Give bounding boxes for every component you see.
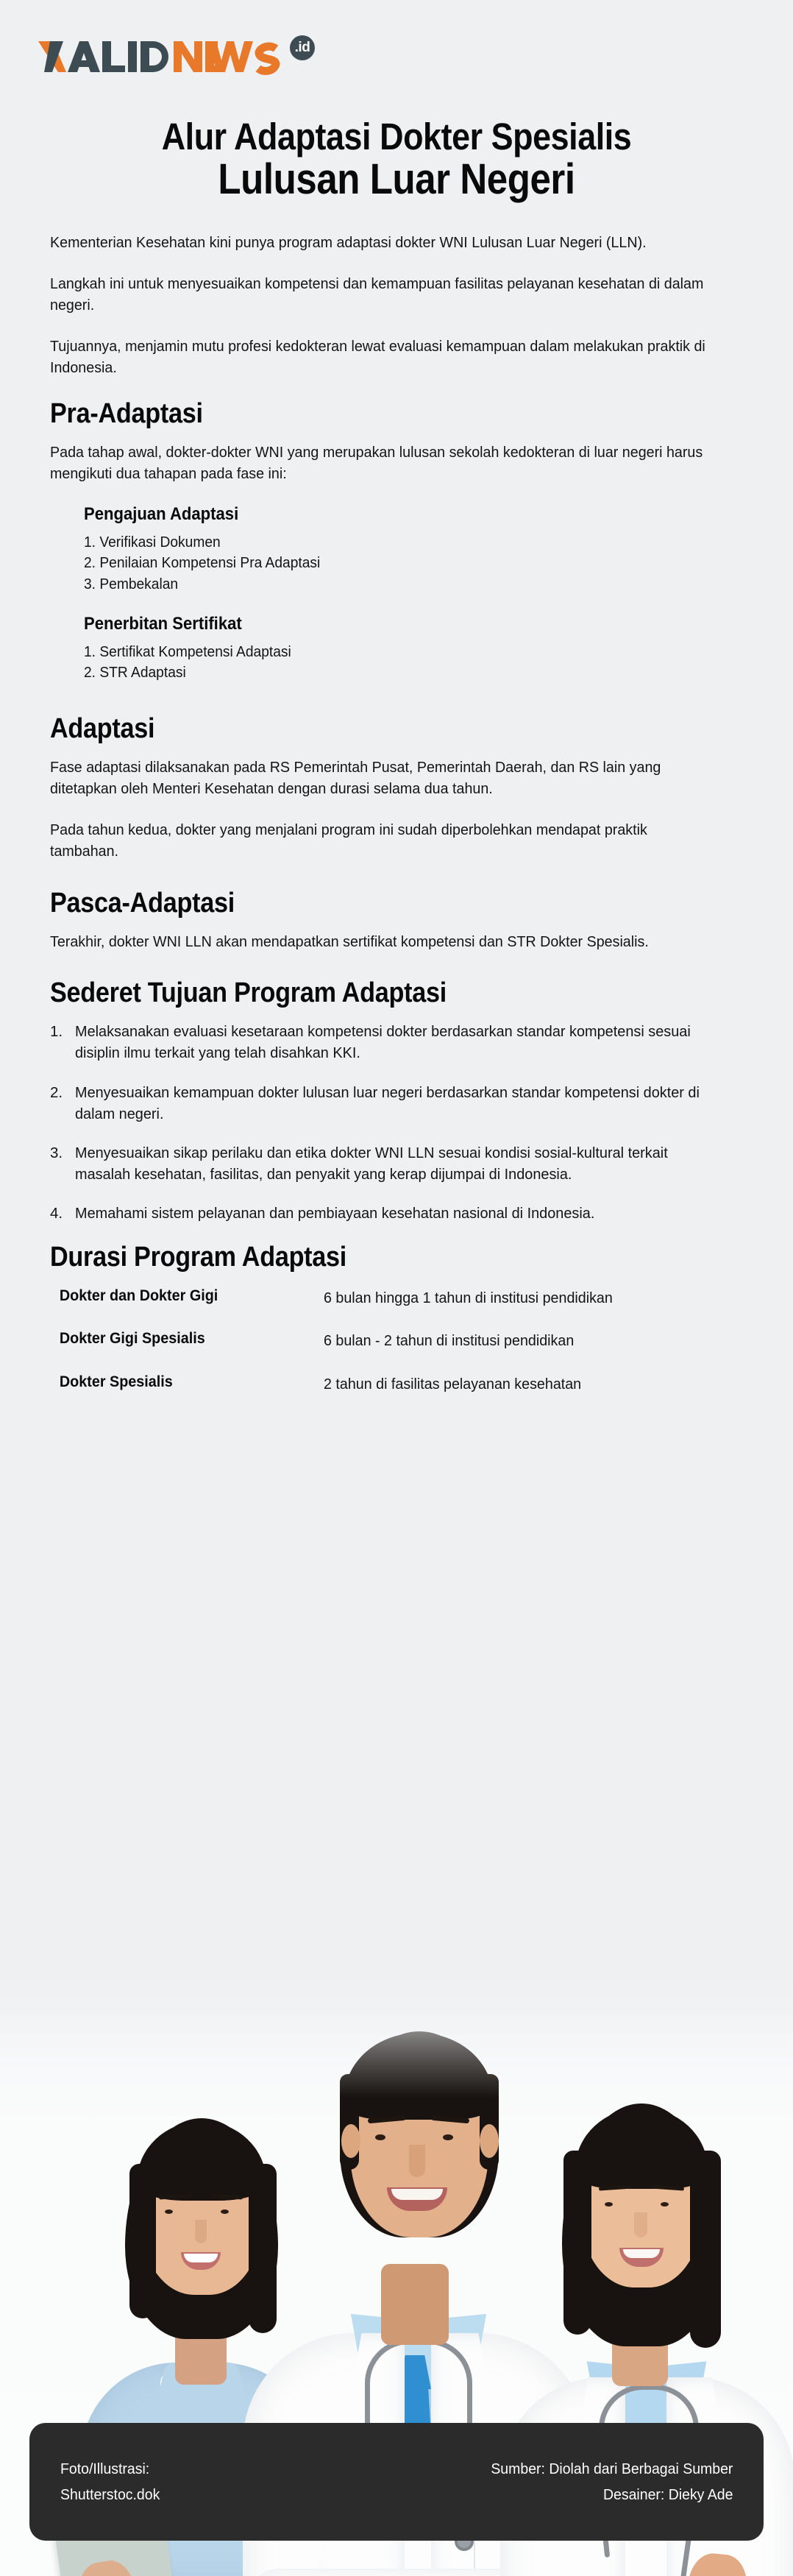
photo-top-fade [0, 1936, 793, 2098]
table-cell-label: Dokter Gigi Spesialis [59, 1329, 205, 1348]
list-item: 3. Pembekalan [84, 576, 179, 592]
section-heading-durasi: Durasi Program Adaptasi [50, 1242, 347, 1273]
footer-credits-bar [29, 2423, 764, 2541]
section-heading-tujuan: Sederet Tujuan Program Adaptasi [50, 977, 447, 1009]
table-cell-label: Dokter Spesialis [59, 1372, 173, 1390]
table-cell-value: 6 bulan - 2 tahun di institusi pendidikan [324, 1332, 575, 1350]
table-cell-value: 2 tahun di fasilitas pelayanan kesehatan [324, 1375, 582, 1393]
tujuan-list [50, 1021, 743, 1224]
page-title-line2: Lulusan Luar Negeri [218, 155, 575, 204]
list-item [50, 1021, 743, 1064]
list-item-number: 2. [50, 1083, 63, 1101]
subheading-penerbitan-sertifikat: Penerbitan Sertifikat [84, 613, 242, 634]
list-item: 1. Sertifikat Kompetensi Adaptasi [84, 643, 291, 660]
durasi-table [50, 1287, 743, 1395]
list-item-number: 4. [50, 1204, 63, 1222]
penerbitan-sertifikat-list [84, 642, 743, 684]
footer-source: Sumber: Diolah dari Berbagai Sumber [490, 2460, 733, 2477]
adaptasi-paragraph-2: Pada tahun kedua, dokter yang menjalani program ini sudah diperbolehkan mendapat praktik tambahan. [50, 821, 647, 860]
list-item: 2. STR Adaptasi [84, 665, 186, 682]
table-cell-label: Dokter dan Dokter Gigi [59, 1287, 218, 1305]
pengajuan-adaptasi-list [84, 532, 743, 595]
footer-credit-value: Shutterstoc.dok [60, 2486, 160, 2503]
intro-paragraph-1: Kementerian Kesehatan kini punya program adaptasi dokter WNI Lulusan Luar Negeri (LLN). [50, 234, 647, 252]
list-item [50, 1142, 743, 1185]
body-column [0, 232, 793, 1395]
intro-paragraph-3: Tujuannya, menjamin mutu profesi kedokteran lewat evaluasi kemampuan dalam melakukan praktik di Indonesia. [50, 337, 705, 377]
table-row [50, 1373, 743, 1395]
section-heading-pasca-adaptasi: Pasca-Adaptasi [50, 887, 235, 919]
section-heading-adaptasi: Adaptasi [50, 712, 155, 744]
table-cell-value: 6 bulan hingga 1 tahun di institusi pendidikan [324, 1289, 613, 1307]
list-item-text: Memahami sistem pelayanan dan pembiayaan kesehatan nasional di Indonesia. [75, 1204, 595, 1222]
list-item [50, 1082, 743, 1125]
footer-photo-credit [60, 2456, 165, 2508]
list-item [50, 1203, 743, 1224]
pra-adaptasi-group-penerbitan [84, 614, 743, 684]
pra-adaptasi-group-pengajuan [84, 504, 743, 595]
page-title [0, 116, 793, 204]
table-row [50, 1287, 743, 1309]
page-title-line1: Alur Adaptasi Dokter Spesialis [161, 116, 632, 158]
adaptasi-paragraph-1: Fase adaptasi dilaksanakan pada RS Pemerintah Pusat, Pemerintah Daerah, dan RS lain yang ditetapkan oleh Menteri Kesehatan dengan durasi selama dua tahun. [50, 758, 661, 798]
section-heading-pra-adaptasi: Pra-Adaptasi [50, 397, 203, 429]
footer-credit-label: Foto/Illustrasi: [60, 2460, 150, 2477]
pra-adaptasi-intro: Pada tahap awal, dokter-dokter WNI yang merupakan lulusan sekolah kedokteran di luar negeri harus mengikuti dua tahapan pada fase ini: [50, 443, 703, 483]
list-item: 2. Penilaian Kompetensi Pra Adaptasi [84, 555, 321, 572]
list-item-text: Melaksanakan evaluasi kesetaraan kompetensi dokter berdasarkan standar kompetensi sesuai disiplin ilmu terkait yang telah disahkan KKI. [75, 1023, 691, 1062]
subheading-pengajuan-adaptasi: Pengajuan Adaptasi [84, 503, 239, 524]
pasca-adaptasi-paragraph-1: Terakhir, dokter WNI LLN akan mendapatkan sertifikat kompetensi dan STR Dokter Spesialis. [50, 933, 649, 950]
logo-id-badge: .id [290, 35, 315, 60]
list-item: 1. Verifikasi Dokumen [84, 534, 221, 551]
intro-paragraph-2: Langkah ini untuk menyesuaikan kompetensi dan kemampuan fasilitas pelayanan kesehatan di dalam negeri. [50, 275, 704, 314]
list-item-number: 1. [50, 1023, 63, 1041]
list-item-text: Menyesuaikan sikap perilaku dan etika dokter WNI LLN sesuai kondisi sosial-kultural terkait masalah kesehatan, fasilitas, dan penyakit yang kerap dijumpai di Indonesia. [75, 1144, 668, 1183]
footer-designer: Desainer: Dieky Ade [602, 2486, 733, 2503]
list-item-text: Menyesuaikan kemampuan dokter lulusan luar negeri berdasarkan standar kompetensi dokter di dalam negeri. [75, 1083, 700, 1122]
footer-source-credit [478, 2456, 733, 2508]
table-row [50, 1329, 743, 1351]
list-item-number: 3. [50, 1144, 63, 1161]
